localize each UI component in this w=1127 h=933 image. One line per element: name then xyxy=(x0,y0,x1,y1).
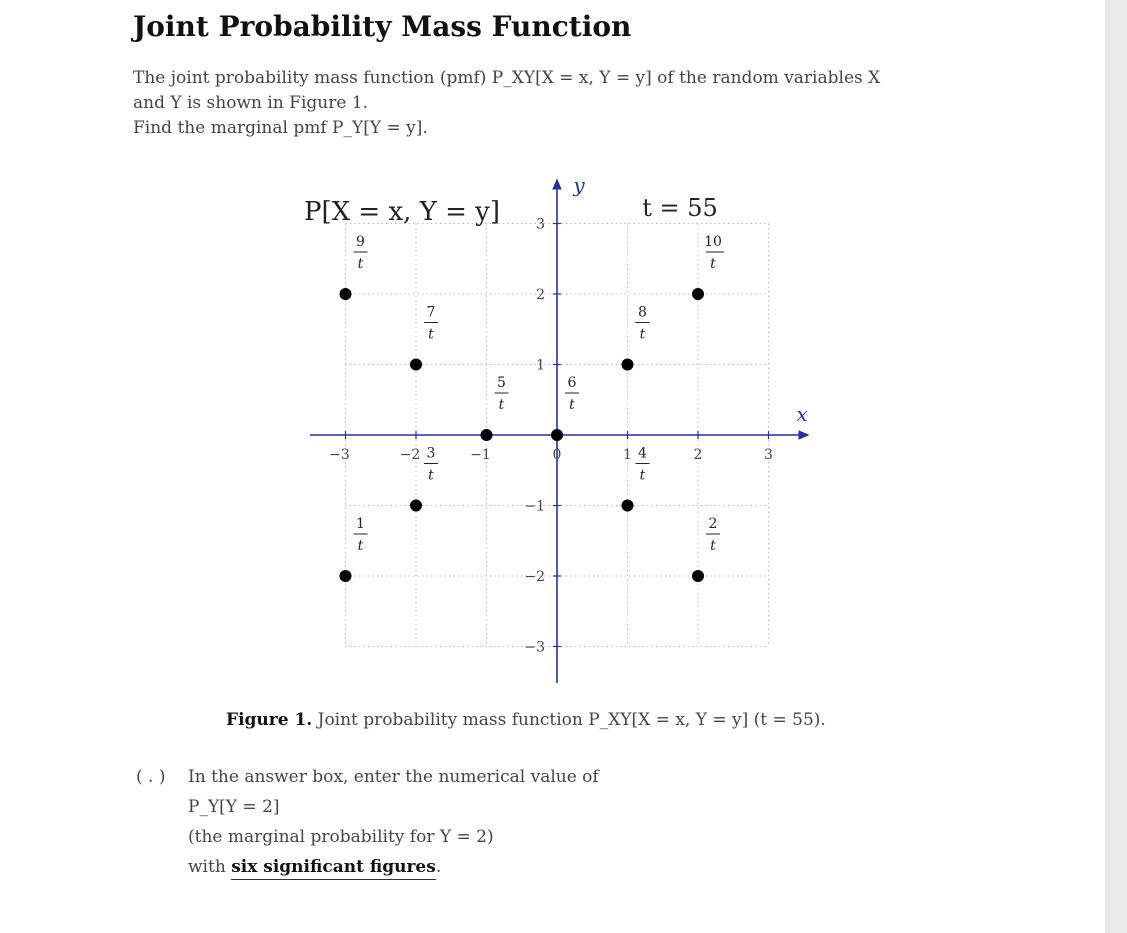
x-axis-label: x xyxy=(796,402,808,426)
question-line-4 xyxy=(188,857,441,877)
point-label-numerator: 1 xyxy=(356,516,365,532)
problem-statement xyxy=(133,66,880,141)
point-label-denominator: t xyxy=(357,256,364,272)
question-line-1: In the answer box, enter the numerical value of xyxy=(188,767,599,787)
pmf-point xyxy=(410,500,422,512)
chart-annotation: t = 55 xyxy=(642,194,718,222)
pmf-point xyxy=(622,359,634,371)
intro-line-1: The joint probability mass function (pmf) P_XY[X = x, Y = y] of the random variables X xyxy=(133,68,881,88)
x-tick-label: −3 xyxy=(329,447,350,463)
question-line-4-prefix: with xyxy=(188,857,226,877)
point-label-denominator: t xyxy=(569,397,575,413)
point-label-numerator: 6 xyxy=(567,375,577,391)
point-label-denominator: t xyxy=(639,326,646,343)
figure-caption xyxy=(226,710,826,730)
point-label-numerator: 3 xyxy=(426,445,436,462)
y-tick-label: −2 xyxy=(524,569,545,585)
point-label-denominator: t xyxy=(710,256,716,272)
page-scrollbar[interactable] xyxy=(1105,0,1127,933)
page-title: Joint Probability Mass Function xyxy=(133,10,632,43)
figure-caption-label: Figure 1. xyxy=(226,710,313,730)
pmf-point xyxy=(340,288,352,300)
point-label-numerator: 4 xyxy=(638,445,647,462)
x-tick-label: 0 xyxy=(552,447,562,463)
six-significant-figures-link[interactable]: six significant figures xyxy=(231,857,436,880)
pmf-figure xyxy=(290,168,830,692)
question-line-3: (the marginal probability for Y = 2) xyxy=(188,827,494,847)
point-label-denominator: t xyxy=(357,538,364,554)
question-line-4-suffix: . xyxy=(435,857,442,877)
y-axis-label: y xyxy=(573,173,585,197)
x-tick-label: 1 xyxy=(623,447,632,463)
point-label-denominator: t xyxy=(498,397,505,413)
x-tick-label: 3 xyxy=(764,447,773,463)
point-label-denominator: t xyxy=(639,467,646,484)
chart-title: P[X = x, Y = y] xyxy=(304,197,500,227)
point-label-numerator: 9 xyxy=(356,234,365,250)
point-label-numerator: 2 xyxy=(708,516,718,532)
figure-caption-text: Joint probability mass function P_XY[X = x, Y = y] (t = 55). xyxy=(317,710,826,730)
y-tick-label: 2 xyxy=(536,287,545,303)
pmf-point xyxy=(551,429,563,441)
pmf-chart xyxy=(290,168,830,688)
pmf-point xyxy=(692,570,704,582)
x-tick-label: 2 xyxy=(693,447,703,463)
pmf-point xyxy=(410,359,422,371)
point-label-denominator: t xyxy=(710,538,716,554)
point-label-numerator: 7 xyxy=(426,304,436,321)
point-label-numerator: 10 xyxy=(704,234,722,250)
point-label-numerator: 8 xyxy=(638,304,647,321)
y-tick-label: 1 xyxy=(536,357,545,374)
x-tick-label: −1 xyxy=(470,447,491,463)
intro-line-2: and Y is shown in Figure 1. xyxy=(133,93,369,113)
question-line-2: P_Y[Y = 2] xyxy=(188,797,280,817)
y-tick-label: −3 xyxy=(524,639,545,656)
pmf-point xyxy=(340,570,352,582)
y-tick-label: −1 xyxy=(524,498,545,515)
y-tick-label: 3 xyxy=(536,216,545,233)
question-marker: ( . ) xyxy=(136,767,166,787)
pmf-point xyxy=(622,500,634,512)
intro-line-3: Find the marginal pmf P_Y[Y = y]. xyxy=(133,118,428,138)
pmf-point xyxy=(481,429,493,441)
x-tick-label: −2 xyxy=(399,447,421,463)
point-label-denominator: t xyxy=(428,467,434,484)
point-label-denominator: t xyxy=(428,326,434,343)
point-label-numerator: 5 xyxy=(497,375,506,391)
pmf-point xyxy=(692,288,704,300)
